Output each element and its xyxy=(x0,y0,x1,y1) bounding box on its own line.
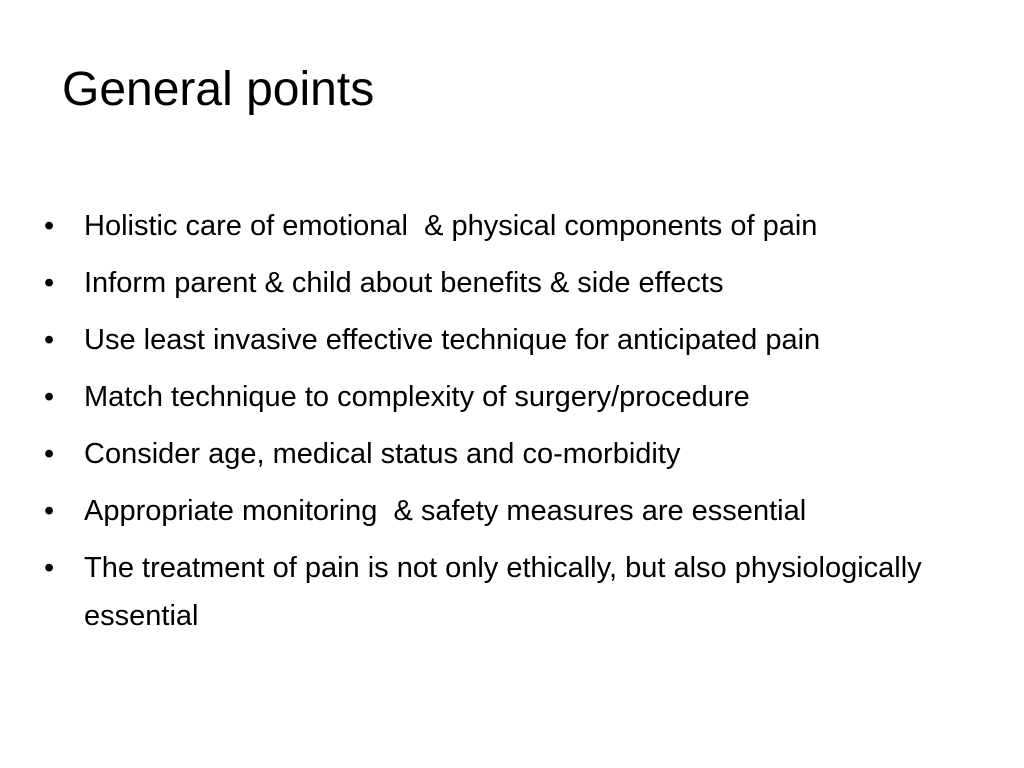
bullet-text: Holistic care of emotional & physical components of pain xyxy=(84,210,818,242)
bullet-text: Appropriate monitoring & safety measures are essential xyxy=(84,495,807,527)
bullet-text: Inform parent & child about benefits & side effects xyxy=(84,267,724,299)
bullet-item xyxy=(44,373,1020,421)
bullet-text: The treatment of pain is not only ethically, but also physiologically essential xyxy=(84,552,922,632)
bullet-list xyxy=(44,202,1020,649)
bullet-dot-icon: • xyxy=(44,552,55,584)
bullet-item xyxy=(44,544,964,640)
bullet-dot-icon: • xyxy=(44,438,55,470)
bullet-text: Match technique to complexity of surgery/procedure xyxy=(84,381,750,413)
bullet-dot-icon: • xyxy=(44,324,55,356)
bullet-item xyxy=(44,259,1020,307)
bullet-text: Consider age, medical status and co-morbidity xyxy=(84,438,681,470)
bullet-item xyxy=(44,202,1020,250)
bullet-dot-icon: • xyxy=(44,381,55,413)
bullet-dot-icon: • xyxy=(44,267,55,299)
bullet-item xyxy=(44,487,1020,535)
slide-title: General points xyxy=(62,63,375,116)
bullet-item xyxy=(44,316,1020,364)
bullet-text: Use least invasive effective technique for anticipated pain xyxy=(84,324,821,356)
bullet-dot-icon: • xyxy=(44,210,55,242)
bullet-dot-icon: • xyxy=(44,495,55,527)
bullet-item xyxy=(44,430,1020,478)
